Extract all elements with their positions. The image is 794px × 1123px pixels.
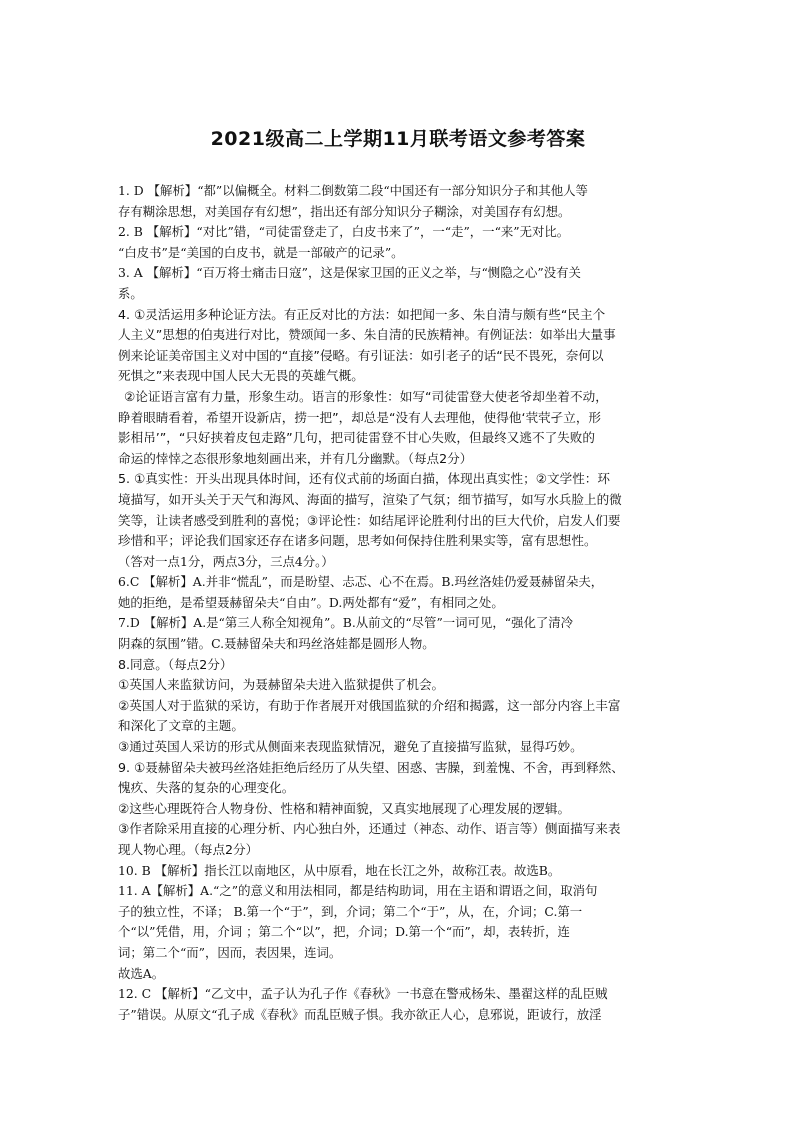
text-line: 3. A 【解析】“百万将士痛击日寇”，这是保家卫国的正义之举，与“恻隐之心”没有关 [118, 265, 581, 281]
text-line: 6.C 【解析】A.并非“慌乱”，而是盼望、忐忑、心不在焉。B.玛丝洛娃仍爱聂赫留朵夫， [118, 574, 604, 590]
text-line: 4. ①灵活运用多种论证方法。有正反对比的方法：如把闻一多、朱自清与颇有些“民主个 [118, 306, 606, 322]
text-line: 子的独立性，不译； B.第一个“于”，到，介词；第二个“于”，从，在，介词；C.第一 [118, 903, 583, 919]
text-line: 个“以”凭借，用，介词 ；第二个“以”，把，介词；D.第一个“而”，却，表转折，连 [118, 924, 570, 940]
text-line: 存有糊涂思想，对美国存有幻想”，指出还有部分知识分子糊涂，对美国存有幻想。 [118, 203, 571, 219]
page-title: 2021级高二上学期11月联考语文参考答案 [210, 128, 586, 150]
text-line: ②论证语言富有力量，形象生动。语言的形象性：如写“司徒雷登大使老爷却坐着不动， [124, 388, 608, 404]
text-line: 珍惜和平；评论我们国家还存在诸多问题，思考如何保持住胜利果实等，富有思想性。 [118, 533, 597, 549]
text-line: ②这些心理既符合人物身份、性格和精神面貌，又真实地展现了心理发展的逻辑。 [118, 800, 571, 816]
text-line: 5. ①真实性：开头出现具体时间，还有仪式前的场面白描，体现出真实性；②文学性：环 [118, 471, 610, 487]
text-line: 子”错误。从原文“孔子成《春秋》而乱臣贼子惧。我亦欲正人心，息邪说，距诐行，放淫 [118, 1006, 602, 1022]
text-line: 12. C 【解析】“乙文中，孟子认为孔子作《春秋》一书意在警戒杨朱、墨翟这样的乱臣贼 [118, 986, 608, 1002]
text-line: ③作者除采用直接的心理分析、内心独白外，还通过（神态、动作、语言等）侧面描写来表 [118, 821, 621, 837]
text-line: ③通过英国人采访的形式从侧面来表现监狱情况，避免了直接描写监狱，显得巧妙。 [118, 739, 583, 755]
text-line: 例来论证美帝国主义对中国的“直接”侵略。有引证法：如引老子的话“民不畏死，奈何以 [118, 347, 604, 363]
text-line: 死惧之”来表现中国人民大无畏的英雄气概。 [118, 368, 364, 384]
text-line: 境描写，如开头关于天气和海风、海面的描写，渲染了气氛；细节描写，如写水兵脸上的微 [118, 491, 622, 507]
text-line: 和深化了文章的主题。 [118, 718, 244, 734]
text-line: ②英国人对于监狱的采访，有助于作者展开对俄国监狱的介绍和揭露，这一部分内容上丰富 [118, 697, 621, 713]
text-line: 8.同意。（每点2分） [118, 656, 233, 672]
text-line: 故选A。 [118, 965, 165, 981]
text-line: 现人物心理。（每点2分） [118, 842, 259, 857]
text-line: 7.D 【解析】A.是“第三人称全知视角”。B.从前文的“尽管”一词可见，“强化了清冷 [118, 615, 574, 631]
text-line: 词；第二个“而”，因而，表因果，连词。 [118, 944, 342, 960]
text-line: 人主义”思想的伯夷进行对比，赞颂闻一多、朱自清的民族精神。有例证法：如举出大量事 [118, 327, 616, 343]
text-line: （答对一点1分，两点3分，三点4分。） [118, 553, 334, 569]
text-line: 她的拒绝，是希望聂赫留朵夫“自由”。D.两处都有“爱”，有相同之处。 [118, 594, 504, 610]
text-line: 1. D 【解析】“都”以偏概全。材料二倒数第二段“中国还有一部分知识分子和其他人等 [118, 183, 588, 198]
text-line: 2. B 【解析】“对比”错，“司徒雷登走了，白皮书来了”，一“走”，一“来”无对比。 [118, 224, 570, 240]
text-line: 愧疚、失落的复杂的心理变化。 [118, 780, 295, 796]
text-line: 阴森的氛围”错。C.聂赫留朵夫和玛丝洛娃都是圆形人物。 [118, 636, 435, 652]
text-line: 9. ①聂赫留朵夫被玛丝洛娃拒绝后经历了从失望、困惑、害臊，到羞愧、不舍，再到释然、 [118, 759, 624, 775]
text-line: 睁着眼睛看着，希望开设新店，捞一把”，却总是“没有人去理他，使得他‘茕茕孑立，形 [118, 409, 602, 425]
text-line: “白皮书”是“美国的白皮书，就是一部破产的记录”。 [118, 244, 404, 260]
answer-body [118, 181, 678, 1025]
text-line: 笑等，让读者感受到胜利的喜悦；③评论性：如结尾评论胜利付出的巨大代价，启发人们要 [118, 512, 621, 528]
text-line: 10. B 【解析】指长江以南地区，从中原看，地在长江之外，故称江表。故选B。 [118, 862, 561, 878]
text-line: 11. A【解析】A.“之”的意义和用法相同，都是结构助词，用在主语和谓语之间，取消句 [118, 883, 598, 899]
text-line: ①英国人来监狱访问，为聂赫留朵夫进入监狱提供了机会。 [118, 677, 445, 693]
text-line: 影相吊’”，“只好挟着皮包走路”几句，把司徒雷登不甘心失败，但最终又逃不了失败的 [118, 430, 595, 446]
text-line: 系。 [118, 285, 143, 301]
text-line: 命运的悻悻之态很形象地刻画出来，并有几分幽默。（每点2分） [118, 450, 473, 466]
